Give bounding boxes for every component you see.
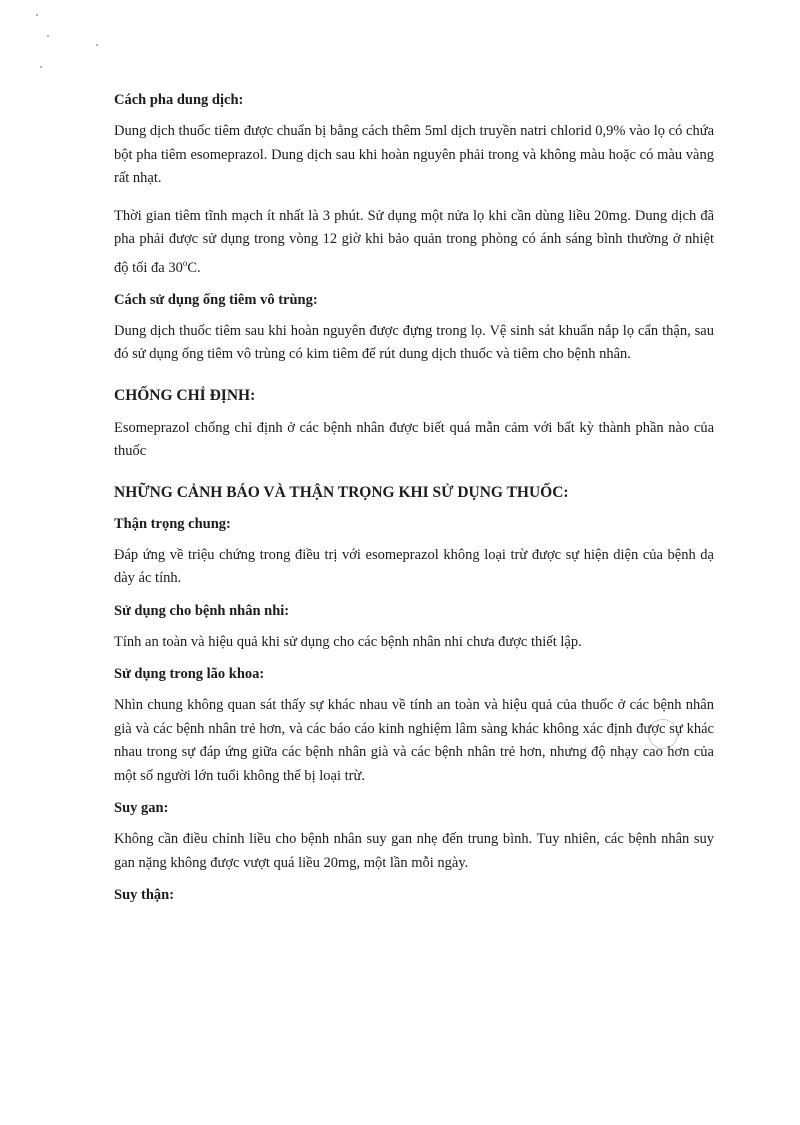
degree-sup: o xyxy=(182,257,188,268)
para-benh-nhan-nhi: Tính an toàn và hiệu quả khi sử dụng cho các bệnh nhân nhi chưa được thiết lập. xyxy=(114,633,582,650)
heading-suy-gan: Suy gan: xyxy=(114,800,169,817)
para-than-trong-chung: Đáp ứng về triệu chứng trong điều trị với esomeprazol không loại trừ được sự hiện diện của bệnh dạ dày ác tính. xyxy=(114,546,714,587)
heading-suy-than: Suy thận: xyxy=(114,887,175,904)
heading-benh-nhan-nhi: Sử dụng cho bệnh nhân nhi: xyxy=(114,602,290,619)
document-page xyxy=(114,90,714,905)
para-pha-dung-dich-2-end: C. xyxy=(187,259,201,276)
para-chong-chi-dinh: Esomeprazol chống chỉ định ở các bệnh nhân được biết quá mẫn cảm với bất kỳ thành phần nào của thuốc xyxy=(114,419,714,460)
para-pha-dung-dich-2 xyxy=(114,205,714,280)
para-lao-khoa: Nhìn chung không quan sát thấy sự khác nhau về tính an toàn và hiệu quả của thuốc ở các bệnh nhân già và các bệnh nhân trẻ hơn, và các báo cáo kinh nghiệm lâm sàng khác không xác định được sự khác nhau trong sự đáp ứng giữa các bệnh nhân già và các bệnh nhân trẻ hơn, nhưng độ nhạy cao hơn của một số người lớn tuổi không thể bị loại trừ. xyxy=(114,697,714,784)
scan-speck xyxy=(40,66,42,68)
heading-lao-khoa: Sử dụng trong lão khoa: xyxy=(114,666,265,683)
para-pha-dung-dich-2-text: Thời gian tiêm tĩnh mạch ít nhất là 3 phút. Sử dụng một nửa lọ khi cần dùng liều 20mg. Dung dịch đã pha phải được sử dụng trong vòng 12 giờ khi bảo quản trong phòng có ánh sáng bình thường ở nhiệt độ tối đa 30 xyxy=(114,207,714,276)
scan-speck xyxy=(47,35,49,37)
heading-canh-bao: NHỮNG CẢNH BÁO VÀ THẬN TRỌNG KHI SỬ DỤNG THUỐC: xyxy=(114,483,569,501)
para-pha-dung-dich-1: Dung dịch thuốc tiêm được chuẩn bị bằng cách thêm 5ml dịch truyền natri chlorid 0,9% vào lọ có chứa bột pha tiêm esomeprazol. Dung dịch sau khi hoàn nguyên phải trong và không màu hoặc có màu vàng rất nhạt. xyxy=(114,123,714,186)
heading-than-trong-chung: Thận trọng chung: xyxy=(114,515,231,532)
heading-pha-dung-dich: Cách pha dung dịch: xyxy=(114,92,244,108)
heading-chong-chi-dinh: CHỐNG CHỈ ĐỊNH: xyxy=(114,386,256,404)
para-suy-gan: Không cần điều chỉnh liều cho bệnh nhân suy gan nhẹ đến trung bình. Tuy nhiên, các bệnh nhân suy gan nặng không được vượt quá liều 20mg, một lần mỗi ngày. xyxy=(114,831,714,871)
edge-bleed-marks xyxy=(782,590,800,890)
heading-ong-tiem: Cách sử dụng ống tiêm vô trùng: xyxy=(114,291,318,308)
scan-speck xyxy=(96,44,98,46)
para-ong-tiem: Dung dịch thuốc tiêm sau khi hoàn nguyên được đựng trong lọ. Vệ sinh sát khuẩn nắp lọ cẩn thận, sau đó sử dụng ống tiêm vô trùng có kim tiêm để rút dung dịch thuốc và tiêm cho bệnh nhân. xyxy=(114,322,714,363)
scan-speck xyxy=(36,14,38,16)
